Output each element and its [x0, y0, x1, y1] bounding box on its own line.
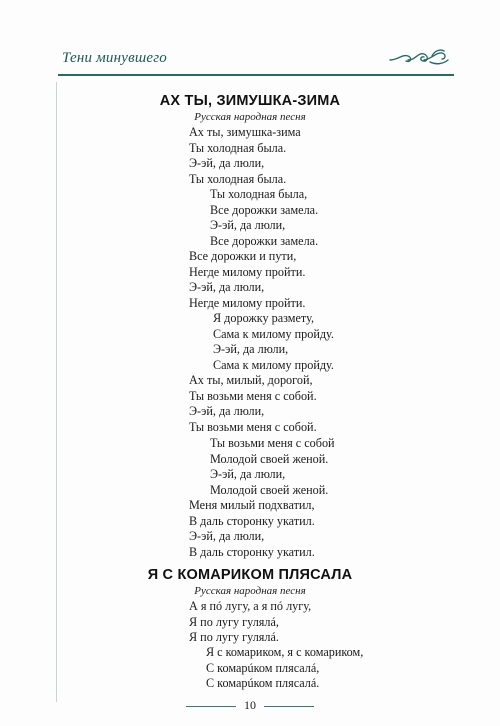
header-rule	[58, 74, 454, 76]
verse-line: Э-эй, да люли,	[189, 404, 265, 419]
running-head: Тени минувшего	[62, 50, 167, 66]
verse-line: С комарúком плясалá.	[206, 676, 320, 691]
margin-rule	[56, 82, 57, 702]
verse-line: Э-эй, да люли,	[189, 156, 265, 171]
song-1-stanza-6	[210, 436, 335, 498]
verse-line: Я с комариком, я с комариком,	[206, 645, 364, 659]
verse-line: Я по лугу гулялá.	[189, 630, 279, 645]
song-subtitle: Русская народная песня	[194, 585, 306, 597]
verse-line: Ты холодная была.	[189, 171, 287, 186]
verse-line: Я по лугу гулялá,	[189, 614, 279, 629]
verse-line: Сама к милому пройду.	[213, 357, 334, 372]
verse-line: А я пó лугу, а я пó лугу,	[189, 599, 312, 613]
verse-line: Все дорожки замела.	[210, 202, 319, 217]
song-title: АХ ТЫ, ЗИМУШКА-ЗИМА	[159, 93, 341, 109]
song-subtitle: Русская народная песня	[194, 111, 306, 123]
flourish-ornament-icon	[388, 46, 450, 68]
verse-line: Молодой своей женой.	[210, 451, 329, 466]
page-number: 10	[244, 698, 256, 712]
page-number-rule-right	[264, 706, 314, 707]
verse-line: Негде милому пройти.	[189, 264, 306, 279]
song-1-stanza-4	[213, 311, 334, 373]
verse-line: В даль сторонку укатил.	[189, 513, 315, 528]
verse-line: С комарúком плясалá,	[206, 660, 320, 675]
song-2-stanza-1	[189, 599, 311, 646]
verse-line: Э-эй, да люли,	[210, 218, 286, 233]
song-1-stanza-7	[189, 498, 315, 560]
song-1-stanza-1	[189, 125, 301, 187]
verse-line: Ах ты, милый, дорогой,	[189, 373, 313, 387]
song-1-stanza-5	[189, 373, 317, 435]
verse-line: Ах ты, зимушка-зима	[189, 125, 301, 139]
verse-line: Молодой своей женой.	[210, 482, 329, 497]
verse-line: Негде милому пройти.	[189, 295, 306, 310]
song-2-stanza-2	[206, 645, 363, 692]
verse-line: Э-эй, да люли,	[189, 529, 265, 544]
verse-line: Все дорожки и пути,	[189, 249, 297, 263]
verse-line: Сама к милому пройду.	[213, 326, 334, 341]
song-1-stanza-3	[189, 249, 305, 311]
verse-line: Ты возьми меня с собой	[210, 436, 335, 450]
verse-line: Меня милый подхватил,	[189, 498, 315, 512]
verse-line: Э-эй, да люли,	[210, 467, 286, 482]
song-1-stanza-2	[210, 187, 318, 249]
verse-line: Ты возьми меня с собой.	[189, 419, 317, 434]
verse-line: В даль сторонку укатил.	[189, 544, 315, 559]
verse-line: Все дорожки замела.	[210, 233, 319, 248]
song-title: Я С КОМАРИКОМ ПЛЯСАЛА	[147, 567, 353, 583]
verse-line: Э-эй, да люли,	[213, 342, 289, 357]
verse-line: Я дорожку размету,	[213, 311, 315, 325]
verse-line: Ты холодная была.	[189, 140, 287, 155]
verse-line: Э-эй, да люли,	[189, 280, 265, 295]
verse-line: Ты холодная была,	[210, 187, 308, 201]
verse-line: Ты возьми меня с собой.	[189, 388, 317, 403]
